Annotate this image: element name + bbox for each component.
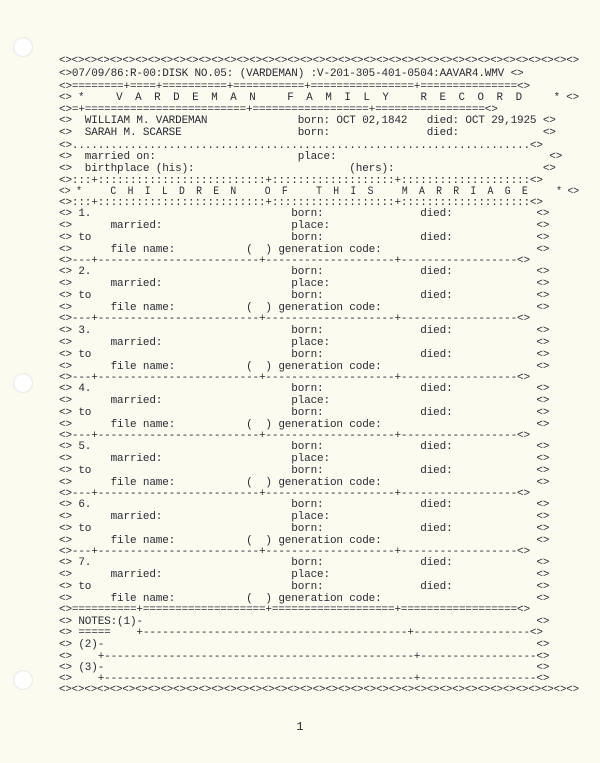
child-3-line-2: <> married: place: <> [59, 337, 550, 349]
notes-3-row: <> (3)- <> [59, 662, 550, 674]
notes-underline-row: <> ===== +-----------------------------------------+------------------<> [59, 627, 543, 639]
child-7-line-1: <> 7. born: died: <> [59, 557, 550, 569]
page-number: 1 [296, 720, 304, 734]
child-4-line-2: <> married: place: <> [59, 395, 550, 407]
child-5-line-2: <> married: place: <> [59, 453, 550, 465]
child-6-line-3: <> to born: died: <> [59, 523, 550, 535]
child-5-line-4: <> file name: ( ) generation code: <> [59, 477, 550, 489]
child-3-separator: <>---+-------------------------+--------------------+------------------<> [59, 372, 530, 384]
child-6-line-4: <> file name: ( ) generation code: <> [59, 535, 550, 547]
colon-separator-bottom: <>:::+::::::::::::::::::::::::::+:::::::::::::::::::+::::::::::::::::::::<> [59, 197, 543, 209]
child-4-line-3: <> to born: died: <> [59, 407, 550, 419]
married-on-row: <> married on: place: <> [59, 151, 563, 163]
child-2-line-1: <> 2. born: died: <> [59, 266, 550, 278]
chevron-border-top: <><><><><><><><><><><><><><><><><><><><><><><><><><><><><><><><><><><><><><><><><> [59, 55, 579, 67]
notes-3-line: <> +------------------------------------------------+------------------<> [59, 673, 550, 685]
wife-row: <> SARAH M. SCARSE born: died: <> [59, 127, 556, 139]
child-4-line-4: <> file name: ( ) generation code: <> [59, 419, 550, 431]
colon-separator-top: <>:::+::::::::::::::::::::::::::+:::::::::::::::::::+::::::::::::::::::::<> [59, 175, 543, 187]
children-header: <> * C H I L D R E N O F T H I S M A R R I A G E * <> [59, 186, 579, 198]
child-6-separator: <>---+-------------------------+--------------------+------------------<> [59, 546, 530, 558]
child-6-line-2: <> married: place: <> [59, 511, 550, 523]
child-3-line-1: <> 3. born: died: <> [59, 325, 550, 337]
child-7-line-3: <> to born: died: <> [59, 581, 550, 593]
child-2-line-3: <> to born: died: <> [59, 290, 550, 302]
child-3-line-3: <> to born: died: <> [59, 349, 550, 361]
notes-1-row: <> NOTES:(1)- <> [59, 616, 550, 628]
record-title: <> * V A R D E M A N F A M I L Y R E C O R D * <> [59, 92, 579, 104]
binder-hole-top [13, 37, 33, 57]
title-top-separator: <>========+====+==========+===========+================+===============<> [59, 81, 530, 93]
binder-hole-bottom [13, 670, 33, 690]
child-7-line-4: <> file name: ( ) generation code: <> [59, 593, 550, 605]
dotted-separator: <>.......................................................................<> [59, 140, 543, 152]
family-record-form [59, 55, 579, 695]
child-1-separator: <>---+-------------------------+--------------------+------------------<> [59, 255, 530, 267]
child-1-line-4: <> file name: ( ) generation code: <> [59, 244, 550, 256]
child-1-line-1: <> 1. born: died: <> [59, 208, 550, 220]
child-4-line-1: <> 4. born: died: <> [59, 383, 550, 395]
child-2-line-4: <> file name: ( ) generation code: <> [59, 302, 550, 314]
children-end-separator: <>==========+===================+===================+==================<> [59, 604, 530, 616]
notes-2-line: <> +------------------------------------------------+------------------<> [59, 651, 550, 663]
husband-row: <> WILLIAM M. VARDEMAN born: OCT 02,1842 died: OCT 29,1925 <> [59, 115, 556, 127]
child-5-line-1: <> 5. born: died: <> [59, 441, 550, 453]
child-5-separator: <>---+-------------------------+--------------------+------------------<> [59, 488, 530, 500]
child-3-line-4: <> file name: ( ) generation code: <> [59, 361, 550, 373]
child-1-line-2: <> married: place: <> [59, 220, 550, 232]
title-bottom-separator: <>=+=========================+==================+=================<> [59, 104, 498, 116]
file-header: <>07/09/86:R-00:DISK NO.05: (VARDEMAN) :V-201-305-401-0504:AAVAR4.WMV <> [59, 68, 524, 80]
child-7-line-2: <> married: place: <> [59, 569, 550, 581]
notes-2-row: <> (2)- <> [59, 639, 550, 651]
chevron-border-bottom: <><><><><><><><><><><><><><><><><><><><><><><><><><><><><><><><><><><><><><><><><> [59, 684, 579, 696]
child-5-line-3: <> to born: died: <> [59, 465, 550, 477]
child-4-separator: <>---+-------------------------+--------------------+------------------<> [59, 430, 530, 442]
birthplace-row: <> birthplace (his): (hers): <> [59, 163, 556, 175]
child-1-line-3: <> to born: died: <> [59, 232, 550, 244]
child-2-separator: <>---+-------------------------+--------------------+------------------<> [59, 313, 530, 325]
child-6-line-1: <> 6. born: died: <> [59, 499, 550, 511]
child-2-line-2: <> married: place: <> [59, 278, 550, 290]
binder-hole-middle [13, 373, 33, 393]
